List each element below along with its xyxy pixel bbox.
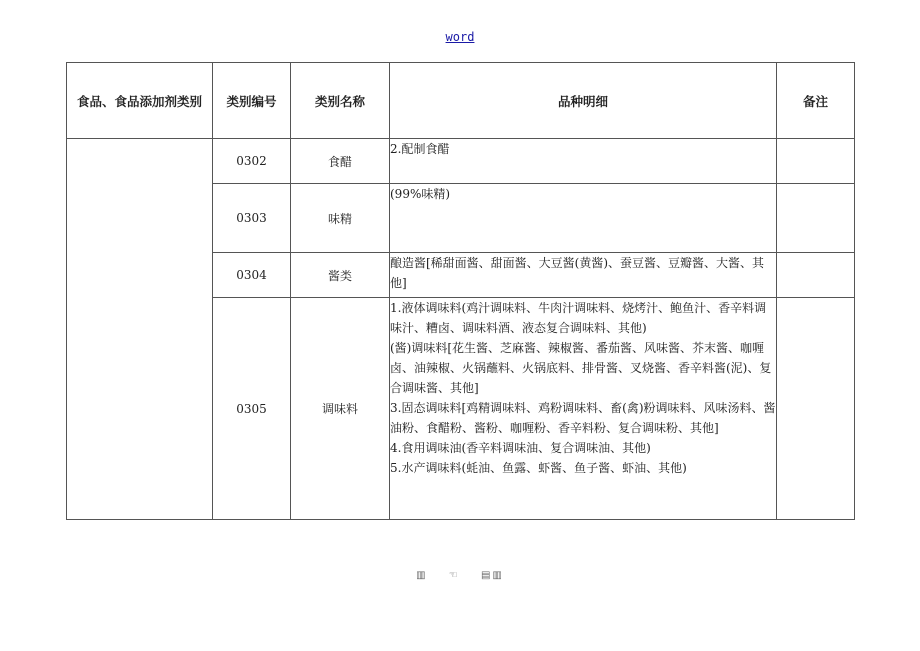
details-cell: [390, 253, 777, 298]
detail-line: 4.食用调味油(香辛料调味油、复合调味油、其他): [390, 441, 651, 455]
page-footer: [0, 570, 920, 581]
note-cell: [777, 139, 855, 184]
detail-line: 1.液体调味料(鸡汁调味料、牛肉汁调味料、烧烤汁、鲍鱼汁、香辛料调味汁、糟卤、调味料酒、液态复合调味料、其他): [390, 301, 767, 335]
document-icon: ▥: [416, 570, 428, 581]
detail-line: 3.固态调味料[鸡精调味料、鸡粉调味料、畜(禽)粉调味料、风味汤料、酱油粉、食醋粉、酱粉、咖喱粉、香辛料粉、复合调味粉、其他]: [390, 401, 776, 435]
name-cell: 调味料: [291, 298, 390, 520]
code-cell: 0302: [213, 139, 291, 184]
table-row: [67, 139, 855, 184]
header-word-link[interactable]: word: [445, 30, 475, 44]
name-cell: 食醋: [291, 139, 390, 184]
column-header-category: 食品、食品添加剂类别: [67, 63, 213, 139]
column-header-note: 备注: [777, 63, 855, 139]
table-header-row: [67, 63, 855, 139]
details-cell: [390, 184, 777, 253]
detail-line: 5.水产调味料(蚝油、鱼露、虾酱、鱼子酱、虾油、其他): [390, 461, 687, 475]
detail-line: (酱)调味料[花生酱、芝麻酱、辣椒酱、番茄酱、风味酱、芥末酱、咖喱卤、油辣椒、火锅蘸料、火锅底料、排骨酱、叉烧酱、香辛料酱(泥)、复合调味酱、其他]: [390, 341, 772, 395]
detail-line: 酿造酱[稀甜面酱、甜面酱、大豆酱(黄酱)、蚕豆酱、豆瓣酱、大酱、其他]: [390, 256, 765, 290]
code-cell: 0304: [213, 253, 291, 298]
category-cell: [67, 139, 213, 520]
column-header-code: 类别编号: [213, 63, 291, 139]
column-header-details: 品种明细: [390, 63, 777, 139]
details-cell: [390, 298, 777, 520]
name-cell: 酱类: [291, 253, 390, 298]
detail-line: (99%味精): [390, 187, 451, 201]
column-header-name: 类别名称: [291, 63, 390, 139]
details-cell: [390, 139, 777, 184]
note-cell: [777, 253, 855, 298]
name-cell: 味精: [291, 184, 390, 253]
code-cell: 0303: [213, 184, 291, 253]
pages-icon: ▤▥: [480, 570, 504, 581]
food-category-table: [66, 62, 855, 520]
code-cell: 0305: [213, 298, 291, 520]
detail-line: 2.配制食醋: [390, 142, 450, 156]
note-cell: [777, 184, 855, 253]
pointing-hand-icon: ☜: [448, 570, 460, 581]
note-cell: [777, 298, 855, 520]
